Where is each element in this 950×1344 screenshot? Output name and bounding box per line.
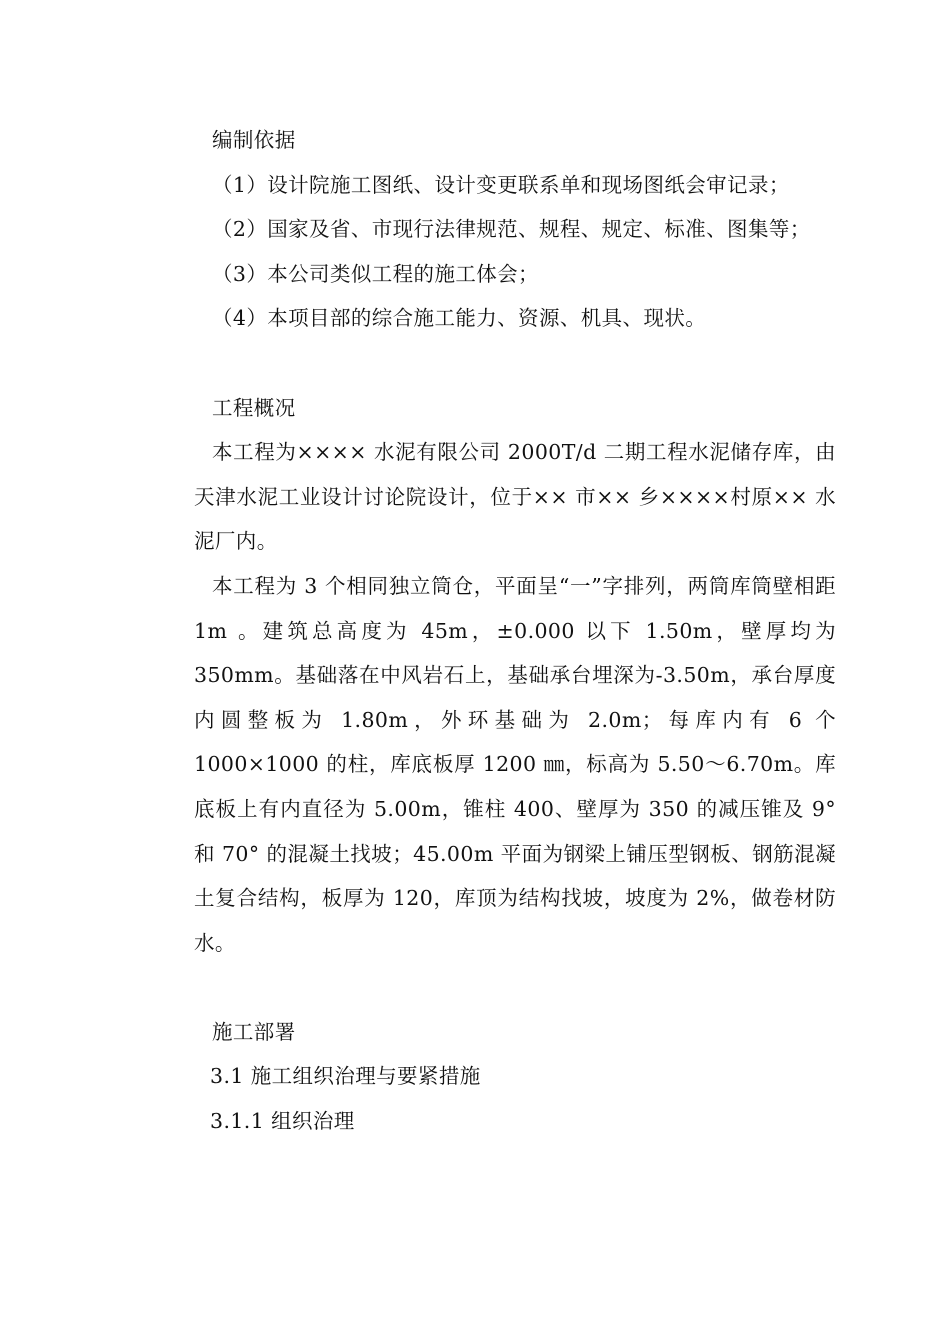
section-heading-deployment: 施工部署 — [212, 1019, 296, 1044]
section-heading-overview: 工程概况 — [212, 395, 296, 420]
basis-item-1: （1）设计院施工图纸、设计变更联系单和现场图纸会审记录； — [212, 172, 790, 197]
overview-paragraph-2: 本工程为 3 个相同独立筒仓，平面呈“一”字排列，两筒库筒壁相距 1m 。建筑总高度为 45m，±0.000 以下 1.50m，壁厚均为 350mm。基础落在中风岩石上，基础承台埋深为-3.50m，承台厚度内圆整板为 1.80m，外环基础为 2.0m；每库内有 6 个 1000×1000 的柱，库底板厚 1200 ㎜，标高为 5.50～6.70m。库底板上有内直径为 5.00m，锥柱 400、壁厚为 350 的减压锥及 9°和 70° 的混凝土找坡；45.00m 平面为钢梁上铺压型钢板、钢筋混凝土复合结构，板厚为 120，库顶为结构找坡，坡度为 2%，做卷材防水。 — [194, 573, 836, 955]
subsection-heading-3-1: 3.1 施工组织治理与要紧措施 — [210, 1064, 481, 1089]
basis-item-4: （4）本项目部的综合施工能力、资源、机具、现状。 — [212, 306, 707, 331]
document-body — [194, 118, 836, 1144]
overview-paragraph-1: 本工程为×××× 水泥有限公司 2000T/d 二期工程水泥储存库，由天津水泥工业设计讨论院设计，位于×× 市×× 乡××××村原×× 水泥厂内。 — [194, 440, 836, 554]
section-spacer — [194, 341, 836, 386]
subsection-heading-3-1-1: 3.1.1 组织治理 — [210, 1109, 355, 1134]
section-spacer — [194, 965, 836, 1010]
section-heading-basis: 编制依据 — [212, 128, 296, 152]
basis-item-2: （2）国家及省、市现行法律规范、规程、规定、标准、图集等； — [212, 217, 811, 242]
basis-item-3: （3）本公司类似工程的施工体会； — [212, 261, 539, 286]
